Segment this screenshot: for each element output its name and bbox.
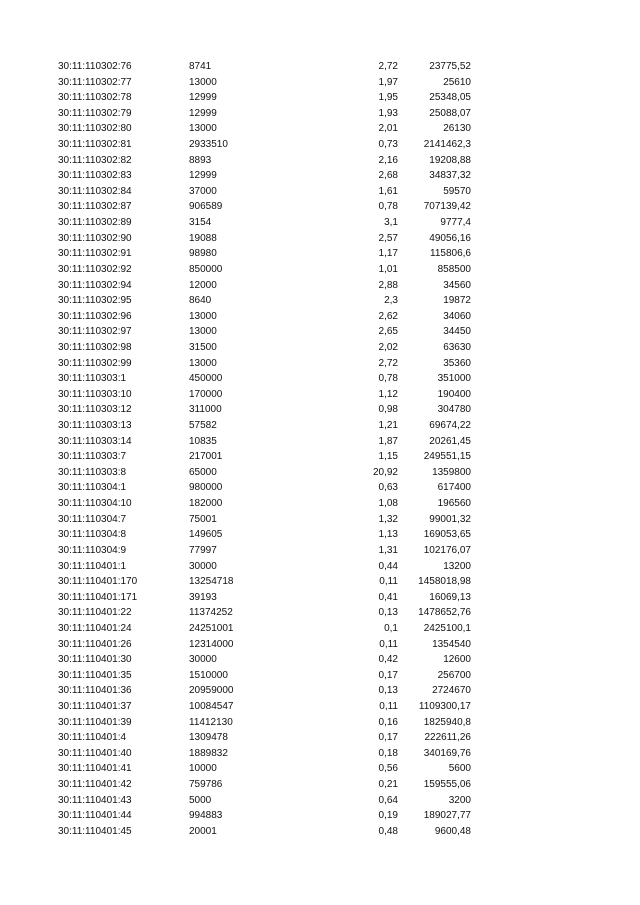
cadastral-number-cell: 30:11:110401:45	[58, 825, 132, 837]
table-row	[0, 387, 640, 403]
area-cell: 1309478	[189, 732, 228, 744]
value-cell: 1825940,8	[423, 716, 471, 728]
table-row	[0, 371, 640, 387]
table-row	[0, 652, 640, 668]
cadastral-number-cell: 30:11:110302:84	[58, 185, 132, 197]
value-cell: 858500	[437, 263, 471, 275]
cadastral-number-cell: 30:11:110302:80	[58, 123, 132, 135]
value-cell: 1109300,17	[418, 700, 471, 712]
rate-cell: 0,11	[379, 638, 398, 650]
area-cell: 12999	[189, 107, 217, 119]
table-row	[0, 715, 640, 731]
rate-cell: 2,16	[378, 154, 398, 166]
value-cell: 196560	[437, 498, 471, 510]
value-cell: 102176,07	[423, 544, 471, 556]
cadastral-number-cell: 30:11:110302:76	[58, 61, 132, 72]
table-row	[0, 309, 640, 325]
area-cell: 149605	[189, 529, 223, 541]
value-cell: 25088,07	[429, 107, 471, 119]
table-row	[0, 449, 640, 465]
table-row	[0, 808, 640, 824]
value-cell: 115806,6	[430, 248, 471, 260]
cadastral-number-cell: 30:11:110401:4	[58, 732, 127, 744]
rate-cell: 0,98	[378, 404, 398, 416]
rate-cell: 0,13	[378, 607, 398, 619]
rate-cell: 0,64	[378, 794, 398, 806]
table-row	[0, 137, 640, 153]
value-cell: 617400	[437, 482, 471, 494]
area-cell: 31500	[189, 341, 217, 353]
table-row	[0, 340, 640, 356]
cadastral-number-cell: 30:11:110302:91	[58, 248, 132, 260]
table-row	[0, 668, 640, 684]
area-cell: 24251001	[189, 622, 234, 634]
value-cell: 59570	[443, 185, 471, 197]
rate-cell: 0,1	[384, 622, 398, 634]
value-cell: 19208,88	[429, 154, 471, 166]
table-row	[0, 621, 640, 637]
rate-cell: 0,42	[378, 654, 398, 666]
area-cell: 980000	[189, 482, 223, 494]
rate-cell: 0,17	[378, 669, 398, 681]
table-row	[0, 512, 640, 528]
value-cell: 222611,26	[424, 732, 471, 744]
area-cell: 13000	[189, 357, 217, 369]
rate-cell: 2,72	[378, 357, 398, 369]
table-row	[0, 590, 640, 606]
rate-cell: 1,12	[378, 388, 398, 400]
cadastral-number-cell: 30:11:110302:79	[58, 107, 132, 119]
area-cell: 10835	[189, 435, 217, 447]
cadastral-number-cell: 30:11:110303:8	[58, 466, 127, 478]
cadastral-number-cell: 30:11:110401:40	[58, 747, 132, 759]
area-cell: 850000	[189, 263, 223, 275]
table-row	[0, 761, 640, 777]
cadastral-number-cell: 30:11:110401:171	[58, 591, 138, 603]
rate-cell: 0,11	[379, 700, 398, 712]
cadastral-number-cell: 30:11:110302:90	[58, 232, 132, 244]
table-row	[0, 231, 640, 247]
cadastral-number-cell: 30:11:110401:22	[58, 607, 132, 619]
cadastral-number-cell: 30:11:110401:44	[58, 810, 132, 822]
value-cell: 16069,13	[429, 591, 471, 603]
cadastral-number-cell: 30:11:110401:24	[58, 622, 132, 634]
cadastral-number-cell: 30:11:110302:99	[58, 357, 132, 369]
value-cell: 25610	[443, 76, 471, 88]
cadastral-number-cell: 30:11:110401:42	[58, 779, 132, 791]
cadastral-number-cell: 30:11:110302:97	[58, 326, 132, 338]
table-row	[0, 90, 640, 106]
table-row	[0, 559, 640, 575]
table-row	[0, 168, 640, 184]
area-cell: 217001	[189, 451, 223, 463]
rate-cell: 2,02	[378, 341, 398, 353]
rate-cell: 0,17	[378, 732, 398, 744]
area-cell: 20959000	[189, 685, 234, 697]
cadastral-number-cell: 30:11:110303:14	[58, 435, 132, 447]
value-cell: 707139,42	[423, 201, 471, 213]
area-cell: 30000	[189, 654, 217, 666]
cadastral-number-cell: 30:11:110401:1	[58, 560, 127, 572]
value-cell: 34837,32	[429, 170, 471, 182]
area-cell: 12314000	[189, 638, 234, 650]
cadastral-number-cell: 30:11:110303:1	[58, 373, 127, 385]
table-row	[0, 465, 640, 481]
value-cell: 1478652,76	[418, 607, 471, 619]
rate-cell: 1,32	[378, 513, 398, 525]
area-cell: 906589	[189, 201, 223, 213]
table-row	[0, 199, 640, 215]
cadastral-number-cell: 30:11:110401:170	[58, 576, 138, 588]
area-cell: 20001	[189, 825, 217, 837]
value-cell: 34060	[443, 310, 471, 322]
rate-cell: 0,18	[378, 747, 398, 759]
area-cell: 12999	[189, 170, 217, 182]
area-cell: 12999	[189, 92, 217, 104]
table-row	[0, 746, 640, 762]
cadastral-number-cell: 30:11:110303:10	[58, 388, 132, 400]
area-cell: 8640	[189, 295, 212, 307]
cadastral-number-cell: 30:11:110302:89	[58, 217, 132, 229]
value-cell: 1359800	[432, 466, 471, 478]
value-cell: 1458018,98	[418, 576, 471, 588]
value-cell: 169053,65	[423, 529, 471, 541]
rate-cell: 1,15	[378, 451, 398, 463]
area-cell: 57582	[189, 420, 217, 432]
area-cell: 994883	[189, 810, 223, 822]
cadastral-number-cell: 30:11:110302:94	[58, 279, 132, 291]
value-cell: 2425100,1	[423, 622, 471, 634]
table-row	[0, 637, 640, 653]
rate-cell: 0,16	[378, 716, 398, 728]
area-cell: 39193	[189, 591, 217, 603]
table-row	[0, 793, 640, 809]
cadastral-number-cell: 30:11:110401:30	[58, 654, 132, 666]
table-row	[0, 215, 640, 231]
rate-cell: 2,68	[378, 170, 398, 182]
cadastral-number-cell: 30:11:110303:7	[58, 451, 127, 463]
value-cell: 19872	[443, 295, 471, 307]
rate-cell: 0,73	[378, 139, 398, 151]
table-row	[0, 356, 640, 372]
value-cell: 2724670	[432, 685, 471, 697]
table-row	[0, 246, 640, 262]
cadastral-number-cell: 30:11:110304:7	[58, 513, 127, 525]
area-cell: 12000	[189, 279, 217, 291]
value-cell: 13200	[443, 560, 471, 572]
value-cell: 35360	[443, 357, 471, 369]
area-cell: 8741	[189, 61, 212, 72]
area-cell: 170000	[189, 388, 223, 400]
value-cell: 9777,4	[440, 217, 471, 229]
value-cell: 34560	[443, 279, 471, 291]
area-cell: 10000	[189, 763, 217, 775]
cadastral-number-cell: 30:11:110401:35	[58, 669, 132, 681]
rate-cell: 1,95	[378, 92, 398, 104]
value-cell: 304780	[437, 404, 471, 416]
area-cell: 1510000	[189, 669, 228, 681]
table-row	[0, 278, 640, 294]
area-cell: 8893	[189, 154, 212, 166]
value-cell: 249551,15	[423, 451, 471, 463]
area-cell: 3154	[189, 217, 212, 229]
table-row	[0, 730, 640, 746]
rate-cell: 2,57	[378, 232, 398, 244]
table-row	[0, 434, 640, 450]
rate-cell: 2,3	[384, 295, 398, 307]
data-table	[0, 59, 640, 839]
table-row	[0, 153, 640, 169]
area-cell: 2933510	[189, 139, 228, 151]
area-cell: 77997	[189, 544, 217, 556]
area-cell: 5000	[189, 794, 212, 806]
rate-cell: 1,87	[378, 435, 398, 447]
area-cell: 759786	[189, 779, 223, 791]
table-row	[0, 543, 640, 559]
rate-cell: 0,78	[378, 201, 398, 213]
area-cell: 11374252	[189, 607, 233, 619]
area-cell: 311000	[189, 404, 222, 416]
area-cell: 13000	[189, 123, 217, 135]
value-cell: 190400	[437, 388, 471, 400]
table-row	[0, 699, 640, 715]
cadastral-number-cell: 30:11:110304:1	[58, 482, 127, 494]
cadastral-number-cell: 30:11:110302:83	[58, 170, 132, 182]
table-row	[0, 75, 640, 91]
value-cell: 1354540	[432, 638, 471, 650]
area-cell: 13000	[189, 310, 217, 322]
table-row	[0, 324, 640, 340]
cadastral-number-cell: 30:11:110302:98	[58, 341, 132, 353]
cadastral-number-cell: 30:11:110304:10	[58, 498, 132, 510]
rate-cell: 0,11	[379, 576, 398, 588]
rate-cell: 0,63	[378, 482, 398, 494]
cadastral-number-cell: 30:11:110304:8	[58, 529, 127, 541]
area-cell: 65000	[189, 466, 217, 478]
rate-cell: 1,93	[378, 107, 398, 119]
rate-cell: 1,01	[378, 263, 398, 275]
cadastral-number-cell: 30:11:110303:12	[58, 404, 132, 416]
table-row	[0, 527, 640, 543]
value-cell: 99001,32	[429, 513, 471, 525]
value-cell: 49056,16	[429, 232, 471, 244]
value-cell: 5600	[448, 763, 471, 775]
table-row	[0, 293, 640, 309]
rate-cell: 2,62	[378, 310, 398, 322]
cadastral-number-cell: 30:11:110302:81	[58, 139, 132, 151]
area-cell: 450000	[189, 373, 223, 385]
cadastral-number-cell: 30:11:110401:26	[58, 638, 132, 650]
cadastral-number-cell: 30:11:110401:36	[58, 685, 132, 697]
rate-cell: 0,13	[378, 685, 398, 697]
rate-cell: 0,44	[378, 560, 398, 572]
cadastral-number-cell: 30:11:110401:39	[58, 716, 132, 728]
rate-cell: 1,97	[378, 76, 398, 88]
rate-cell: 1,21	[378, 420, 398, 432]
value-cell: 351000	[437, 373, 471, 385]
cadastral-number-cell: 30:11:110302:77	[58, 76, 132, 88]
value-cell: 20261,45	[429, 435, 471, 447]
cadastral-number-cell: 30:11:110401:41	[58, 763, 132, 775]
rate-cell: 2,88	[378, 279, 398, 291]
table-row	[0, 121, 640, 137]
area-cell: 13000	[189, 76, 217, 88]
area-cell: 11412130	[189, 716, 233, 728]
area-cell: 19088	[189, 232, 217, 244]
value-cell: 23775,52	[429, 61, 471, 72]
area-cell: 1889832	[189, 747, 228, 759]
rate-cell: 3,1	[384, 217, 398, 229]
value-cell: 9600,48	[434, 825, 471, 837]
table-row	[0, 262, 640, 278]
cadastral-number-cell: 30:11:110303:13	[58, 420, 132, 432]
value-cell: 63630	[443, 341, 471, 353]
rate-cell: 0,78	[378, 373, 398, 385]
rate-cell: 1,61	[378, 185, 398, 197]
rate-cell: 0,48	[378, 825, 398, 837]
table-row	[0, 824, 640, 840]
rate-cell: 1,08	[378, 498, 398, 510]
table-row	[0, 184, 640, 200]
value-cell: 26130	[443, 123, 471, 135]
cadastral-number-cell: 30:11:110302:96	[58, 310, 132, 322]
cadastral-number-cell: 30:11:110302:95	[58, 295, 132, 307]
rate-cell: 0,56	[378, 763, 398, 775]
rate-cell: 1,13	[378, 529, 398, 541]
rate-cell: 20,92	[372, 466, 398, 478]
table-row	[0, 777, 640, 793]
area-cell: 10084547	[189, 700, 234, 712]
value-cell: 25348,05	[429, 92, 471, 104]
rate-cell: 1,31	[378, 544, 398, 556]
value-cell: 340169,76	[423, 747, 471, 759]
area-cell: 98980	[189, 248, 217, 260]
table-row	[0, 496, 640, 512]
value-cell: 12600	[443, 654, 471, 666]
value-cell: 34450	[443, 326, 471, 338]
value-cell: 2141462,3	[423, 139, 471, 151]
area-cell: 30000	[189, 560, 217, 572]
table-row	[0, 683, 640, 699]
rate-cell: 1,17	[378, 248, 398, 260]
value-cell: 189027,77	[423, 810, 471, 822]
rate-cell: 2,65	[378, 326, 398, 338]
area-cell: 13000	[189, 326, 217, 338]
rate-cell: 2,01	[378, 123, 398, 135]
cadastral-number-cell: 30:11:110302:78	[58, 92, 132, 104]
table-row	[0, 418, 640, 434]
cadastral-number-cell: 30:11:110304:9	[58, 544, 127, 556]
value-cell: 69674,22	[429, 420, 471, 432]
cadastral-number-cell: 30:11:110302:82	[58, 154, 132, 166]
rate-cell: 0,19	[378, 810, 398, 822]
area-cell: 75001	[189, 513, 217, 525]
value-cell: 256700	[437, 669, 471, 681]
table-row	[0, 480, 640, 496]
table-row	[0, 106, 640, 122]
value-cell: 3200	[448, 794, 471, 806]
area-cell: 13254718	[189, 576, 234, 588]
table-row	[0, 605, 640, 621]
cadastral-number-cell: 30:11:110302:92	[58, 263, 132, 275]
area-cell: 37000	[189, 185, 217, 197]
cadastral-number-cell: 30:11:110401:43	[58, 794, 132, 806]
rate-cell: 2,72	[378, 61, 398, 72]
cadastral-number-cell: 30:11:110302:87	[58, 201, 132, 213]
table-row	[0, 59, 640, 75]
rate-cell: 0,41	[378, 591, 398, 603]
table-row	[0, 574, 640, 590]
table-row	[0, 402, 640, 418]
area-cell: 182000	[189, 498, 223, 510]
value-cell: 159555,06	[423, 779, 471, 791]
rate-cell: 0,21	[378, 779, 398, 791]
cadastral-number-cell: 30:11:110401:37	[58, 700, 132, 712]
